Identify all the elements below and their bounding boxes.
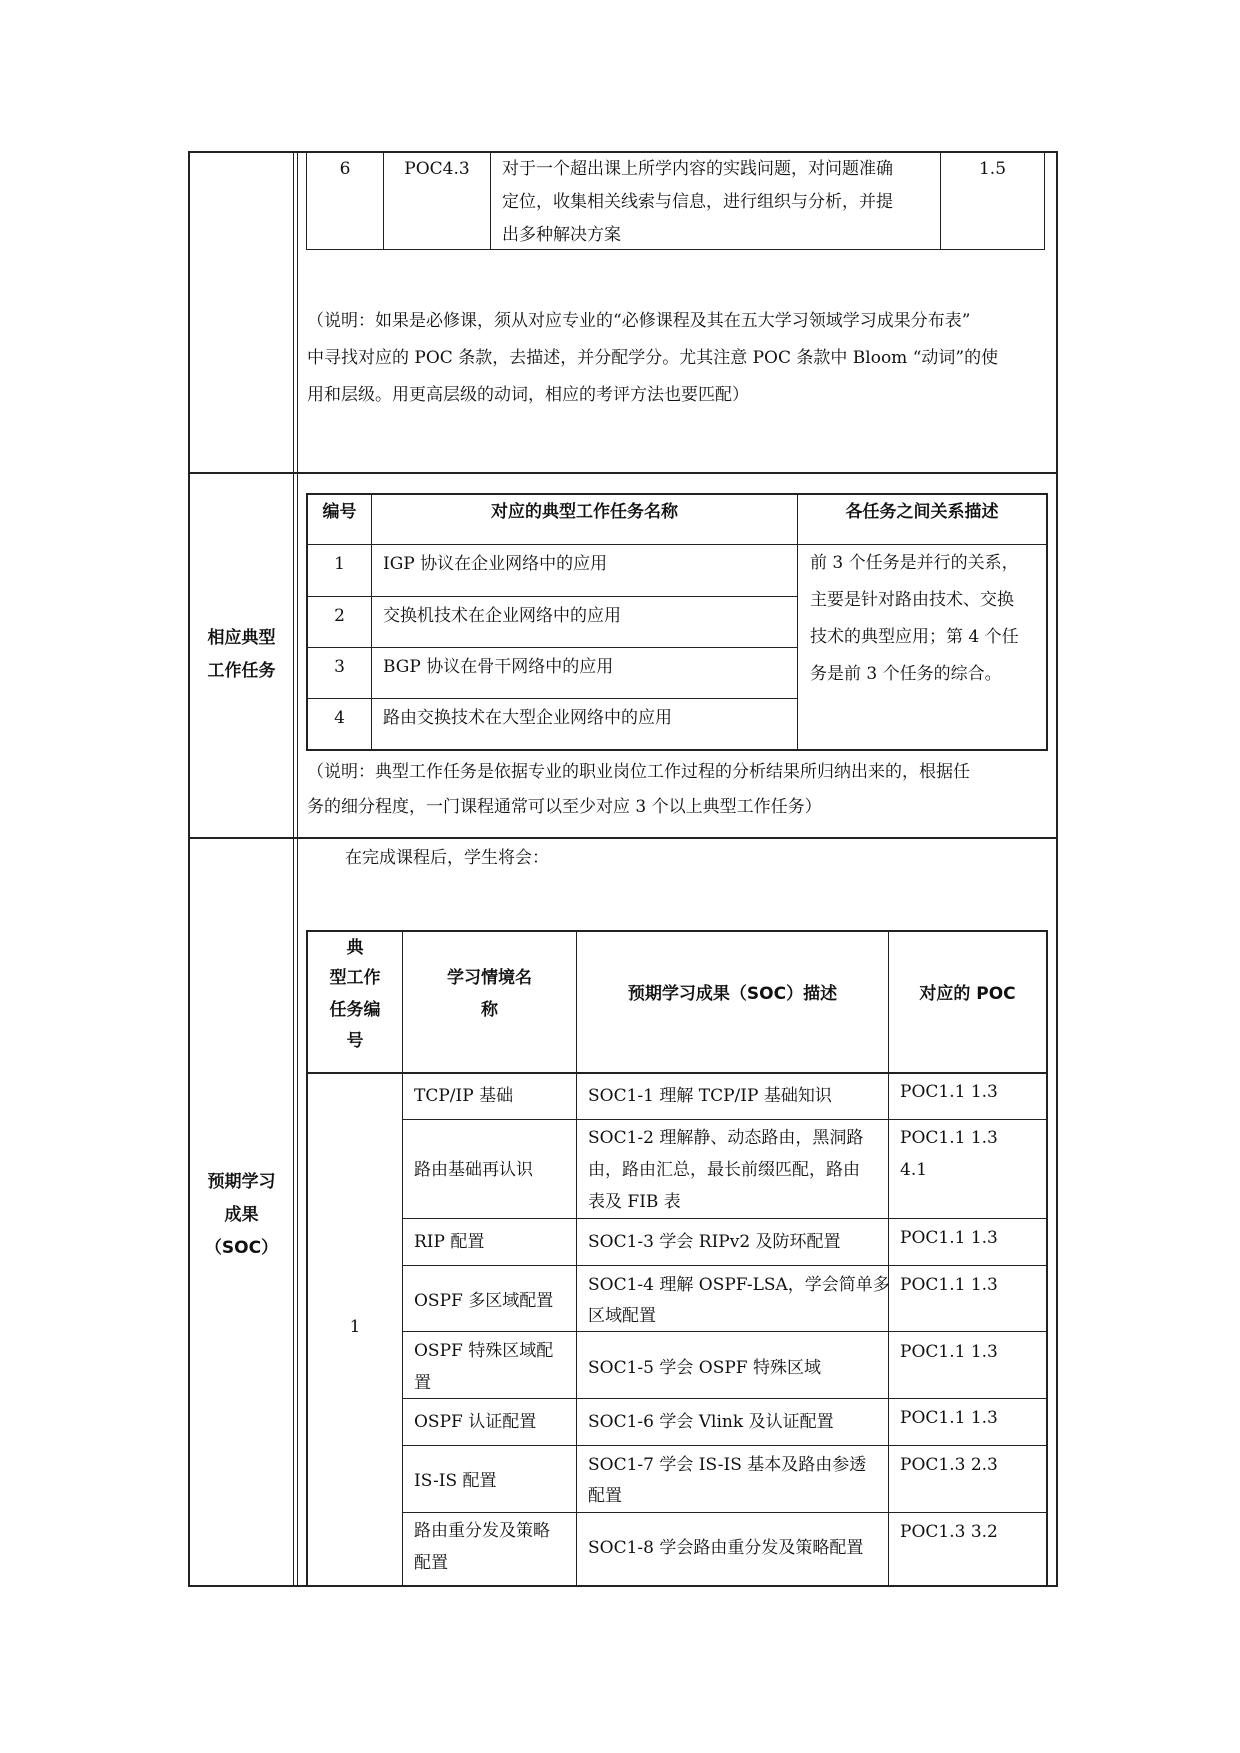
soc-line: SOC1-2 理解静、动态路由，黑洞路 xyxy=(588,1128,864,1148)
task-num: 1 xyxy=(334,554,345,574)
poc-row-desc-line: 定位，收集相关线索与信息，进行组织与分析，并提 xyxy=(502,192,893,212)
section-label-line: 相应典型 xyxy=(207,628,276,648)
section-label-line: 工作任务 xyxy=(207,661,276,681)
relation-line: 主要是针对路由技术、交换 xyxy=(810,590,1014,610)
task-name: IGP 协议在企业网络中的应用 xyxy=(383,554,608,574)
scenario-line: 路由重分发及策略 xyxy=(414,1521,550,1541)
poc-row-desc-line: 出多种解决方案 xyxy=(502,225,621,245)
scenario-line: OSPF 认证配置 xyxy=(414,1412,537,1432)
scenario-line: OSPF 特殊区域配 xyxy=(414,1341,554,1361)
soc-line: SOC1-4 理解 OSPF-LSA，学会简单多 xyxy=(588,1275,890,1295)
note-line: 务的细分程度，一门课程通常可以至少对应 3 个以上典型工作任务） xyxy=(307,797,822,817)
relation-line: 前 3 个任务是并行的关系， xyxy=(810,553,1019,573)
poc-line: 4.1 xyxy=(900,1160,928,1180)
relation-line: 技术的典型应用；第 4 个任 xyxy=(810,627,1019,647)
note-line: 中寻找对应的 POC 条款，去描述，并分配学分。尤其注意 POC 条款中 Bloom “动词”的使 xyxy=(307,348,999,368)
poc-row-credit: 1.5 xyxy=(978,159,1007,179)
header-task-line: 号 xyxy=(346,1031,364,1051)
soc-line: SOC1-7 学会 IS-IS 基本及路由参透 xyxy=(588,1455,867,1475)
poc-line: POC1.3 3.2 xyxy=(900,1522,998,1542)
scenario-line: RIP 配置 xyxy=(414,1232,485,1252)
header-scenario-line: 学习情境名 xyxy=(447,968,532,988)
relation-line: 务是前 3 个任务的综合。 xyxy=(810,664,1002,684)
soc-line: SOC1-8 学会路由重分发及策略配置 xyxy=(588,1538,864,1558)
poc-line: POC1.1 1.3 xyxy=(900,1342,998,1362)
section-label-line: （SOC） xyxy=(204,1238,279,1258)
header-poc: 对应的 POC xyxy=(919,984,1016,1004)
header-relation: 各任务之间关系描述 xyxy=(845,502,999,522)
poc-line: POC1.1 1.3 xyxy=(900,1275,998,1295)
soc-line: SOC1-5 学会 OSPF 特殊区域 xyxy=(588,1358,821,1378)
section-label-line: 预期学习 xyxy=(207,1172,276,1192)
header-task-line: 典 xyxy=(346,938,364,958)
soc-task-num: 1 xyxy=(349,1317,361,1337)
note-line: 用和层级。用更高层级的动词，相应的考评方法也要匹配） xyxy=(307,385,749,405)
section-label-line: 成果 xyxy=(224,1205,259,1225)
soc-line: 区域配置 xyxy=(588,1306,656,1326)
header-soc: 预期学习成果（SOC）描述 xyxy=(627,984,838,1004)
task-name: 交换机技术在企业网络中的应用 xyxy=(383,606,621,626)
soc-line: 配置 xyxy=(588,1486,622,1506)
poc-line: POC1.1 1.3 xyxy=(900,1082,998,1102)
soc-line: SOC1-1 理解 TCP/IP 基础知识 xyxy=(588,1086,832,1106)
poc-line: POC1.1 1.3 xyxy=(900,1128,998,1148)
task-name: BGP 协议在骨干网络中的应用 xyxy=(383,657,614,677)
scenario-line: 置 xyxy=(414,1373,431,1393)
poc-row-code: POC4.3 xyxy=(404,159,470,179)
soc-intro: 在完成课程后，学生将会： xyxy=(345,848,549,868)
scenario-line: TCP/IP 基础 xyxy=(414,1086,514,1106)
soc-line: 表及 FIB 表 xyxy=(588,1192,681,1212)
task-num: 4 xyxy=(334,708,345,728)
note-line: （说明：如果是必修课，须从对应专业的“必修课程及其在五大学习领域学习成果分布表” xyxy=(307,311,971,331)
task-num: 2 xyxy=(334,606,345,626)
scenario-line: 路由基础再认识 xyxy=(414,1160,533,1180)
scenario-line: OSPF 多区域配置 xyxy=(414,1291,554,1311)
note-line: （说明：典型工作任务是依据专业的职业岗位工作过程的分析结果所归纳出来的，根据任 xyxy=(307,762,970,782)
poc-row-desc-line: 对于一个超出课上所学内容的实践问题，对问题准确 xyxy=(502,159,893,179)
poc-row-num: 6 xyxy=(339,159,351,179)
header-task-name: 对应的典型工作任务名称 xyxy=(491,502,678,522)
soc-line: 由，路由汇总，最长前缀匹配，路由 xyxy=(588,1160,860,1180)
poc-line: POC1.1 1.3 xyxy=(900,1228,998,1248)
task-num: 3 xyxy=(334,657,345,677)
header-task-line: 型工作 xyxy=(329,968,381,988)
header-scenario-line: 称 xyxy=(481,1000,498,1020)
soc-line: SOC1-6 学会 Vlink 及认证配置 xyxy=(588,1412,834,1432)
header-num: 编号 xyxy=(322,502,357,522)
scenario-line: IS-IS 配置 xyxy=(414,1471,497,1491)
poc-line: POC1.3 2.3 xyxy=(900,1455,998,1475)
poc-line: POC1.1 1.3 xyxy=(900,1408,998,1428)
scenario-line: 配置 xyxy=(414,1553,448,1573)
task-name: 路由交换技术在大型企业网络中的应用 xyxy=(383,708,672,728)
soc-line: SOC1-3 学会 RIPv2 及防环配置 xyxy=(588,1232,841,1252)
header-task-line: 任务编 xyxy=(329,1000,381,1020)
